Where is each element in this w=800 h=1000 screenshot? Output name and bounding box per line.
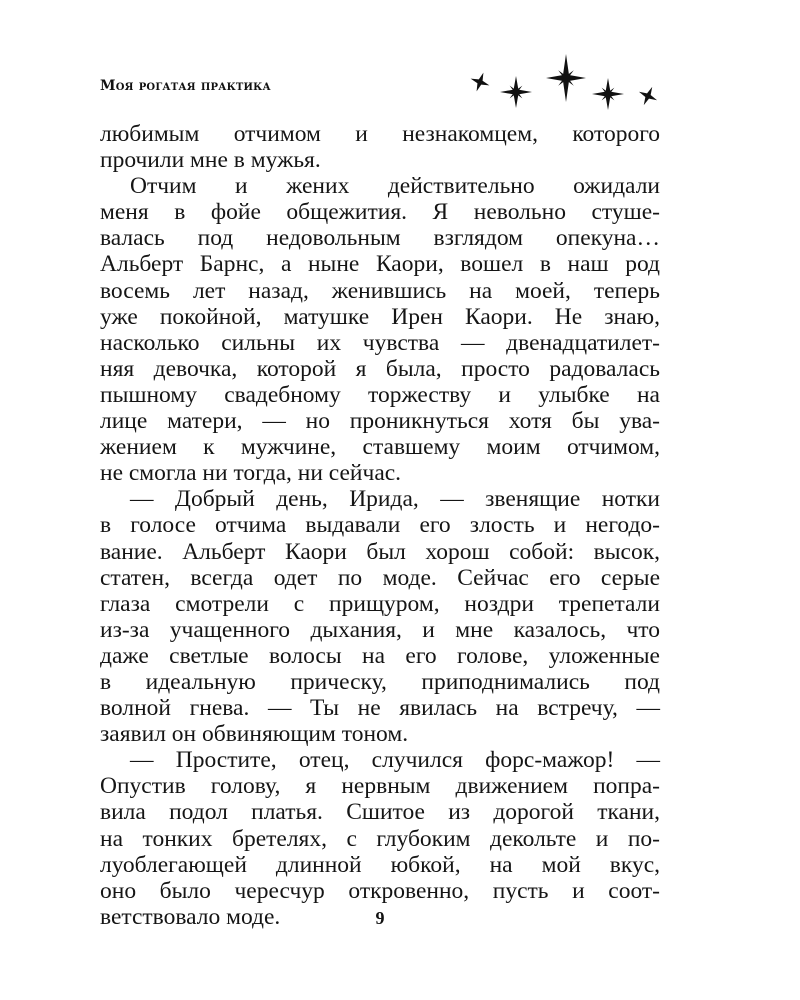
text-line: Альберт Барнс, а ныне Каори, вошел в наш род bbox=[100, 251, 660, 278]
star-icon bbox=[467, 69, 493, 95]
text-line: в голосе отчима выдавали его злость и негодо- bbox=[100, 512, 660, 539]
text-line: ветствовало моде. bbox=[100, 903, 281, 930]
text-line: Отчим и жених действительно ожидали bbox=[130, 173, 660, 200]
text-line: не смогла ни тогда, ни сейчас. bbox=[100, 460, 402, 487]
star-icon bbox=[635, 83, 662, 110]
text-line: заявил он обвиняющим тоном. bbox=[100, 721, 409, 748]
text-line: прочили мне в мужья. bbox=[100, 147, 321, 174]
text-line: любимым отчимом и незнакомцем, которого bbox=[100, 121, 660, 147]
text-line: статен, всегда одет по моде. Сейчас его серые bbox=[100, 564, 660, 591]
text-line: насколько сильны их чувства — двенадцатилет- bbox=[100, 329, 660, 356]
text-line: няя девочка, которой я была, просто радовалась bbox=[100, 355, 660, 382]
star-icon bbox=[546, 54, 586, 102]
stars-ornament-icon bbox=[466, 52, 666, 124]
body-text bbox=[100, 121, 660, 930]
text-line: волной гнева. — Ты не явилась на встречу, — bbox=[100, 695, 660, 722]
text-line: Опустив голову, я нервным движением попра- bbox=[100, 773, 660, 800]
page-number: 9 bbox=[375, 908, 385, 928]
text-line: меня в фойе общежития. Я невольно стуше- bbox=[100, 199, 660, 226]
text-line: — Простите, отец, случился форс-мажор! — bbox=[130, 747, 660, 774]
text-line: валась под недовольным взглядом опекуна… bbox=[100, 225, 660, 252]
text-line: из-за учащенного дыхания, и мне казалось, что bbox=[100, 616, 660, 643]
text-line: в идеальную прическу, приподнимались под bbox=[100, 668, 660, 695]
text-line: восемь лет назад, женившись на моей, теперь bbox=[100, 277, 660, 304]
star-icon bbox=[592, 78, 624, 110]
text-line: глаза смотрели с прищуром, ноздри трепетали bbox=[100, 590, 660, 617]
text-line: на тонких бретелях, с глубоким декольте и по- bbox=[100, 825, 660, 852]
star-icon bbox=[500, 76, 532, 108]
text-line: — Добрый день, Ирида, — звенящие нотки bbox=[130, 486, 660, 513]
text-line: пышному свадебному торжеству и улыбке на bbox=[100, 381, 660, 408]
text-line: луоблегающей длинной юбкой, на мой вкус, bbox=[100, 851, 660, 878]
text-line: даже светлые волосы на его голове, уложенные bbox=[100, 642, 660, 669]
text-line: жением к мужчине, ставшему моим отчимом, bbox=[100, 434, 660, 461]
text-line: вила подол платья. Сшитое из дорогой ткани, bbox=[100, 799, 660, 826]
text-line: оно было чересчур откровенно, пусть и соот- bbox=[100, 877, 660, 904]
text-line: лице матери, — но проникнуться хотя бы ува- bbox=[100, 408, 660, 435]
text-line: уже покойной, матушке Ирен Каори. Не знаю, bbox=[100, 303, 660, 330]
running-title: Моя рогатая практика bbox=[100, 78, 271, 94]
text-line: вание. Альберт Каори был хорош собой: высок, bbox=[100, 538, 660, 565]
